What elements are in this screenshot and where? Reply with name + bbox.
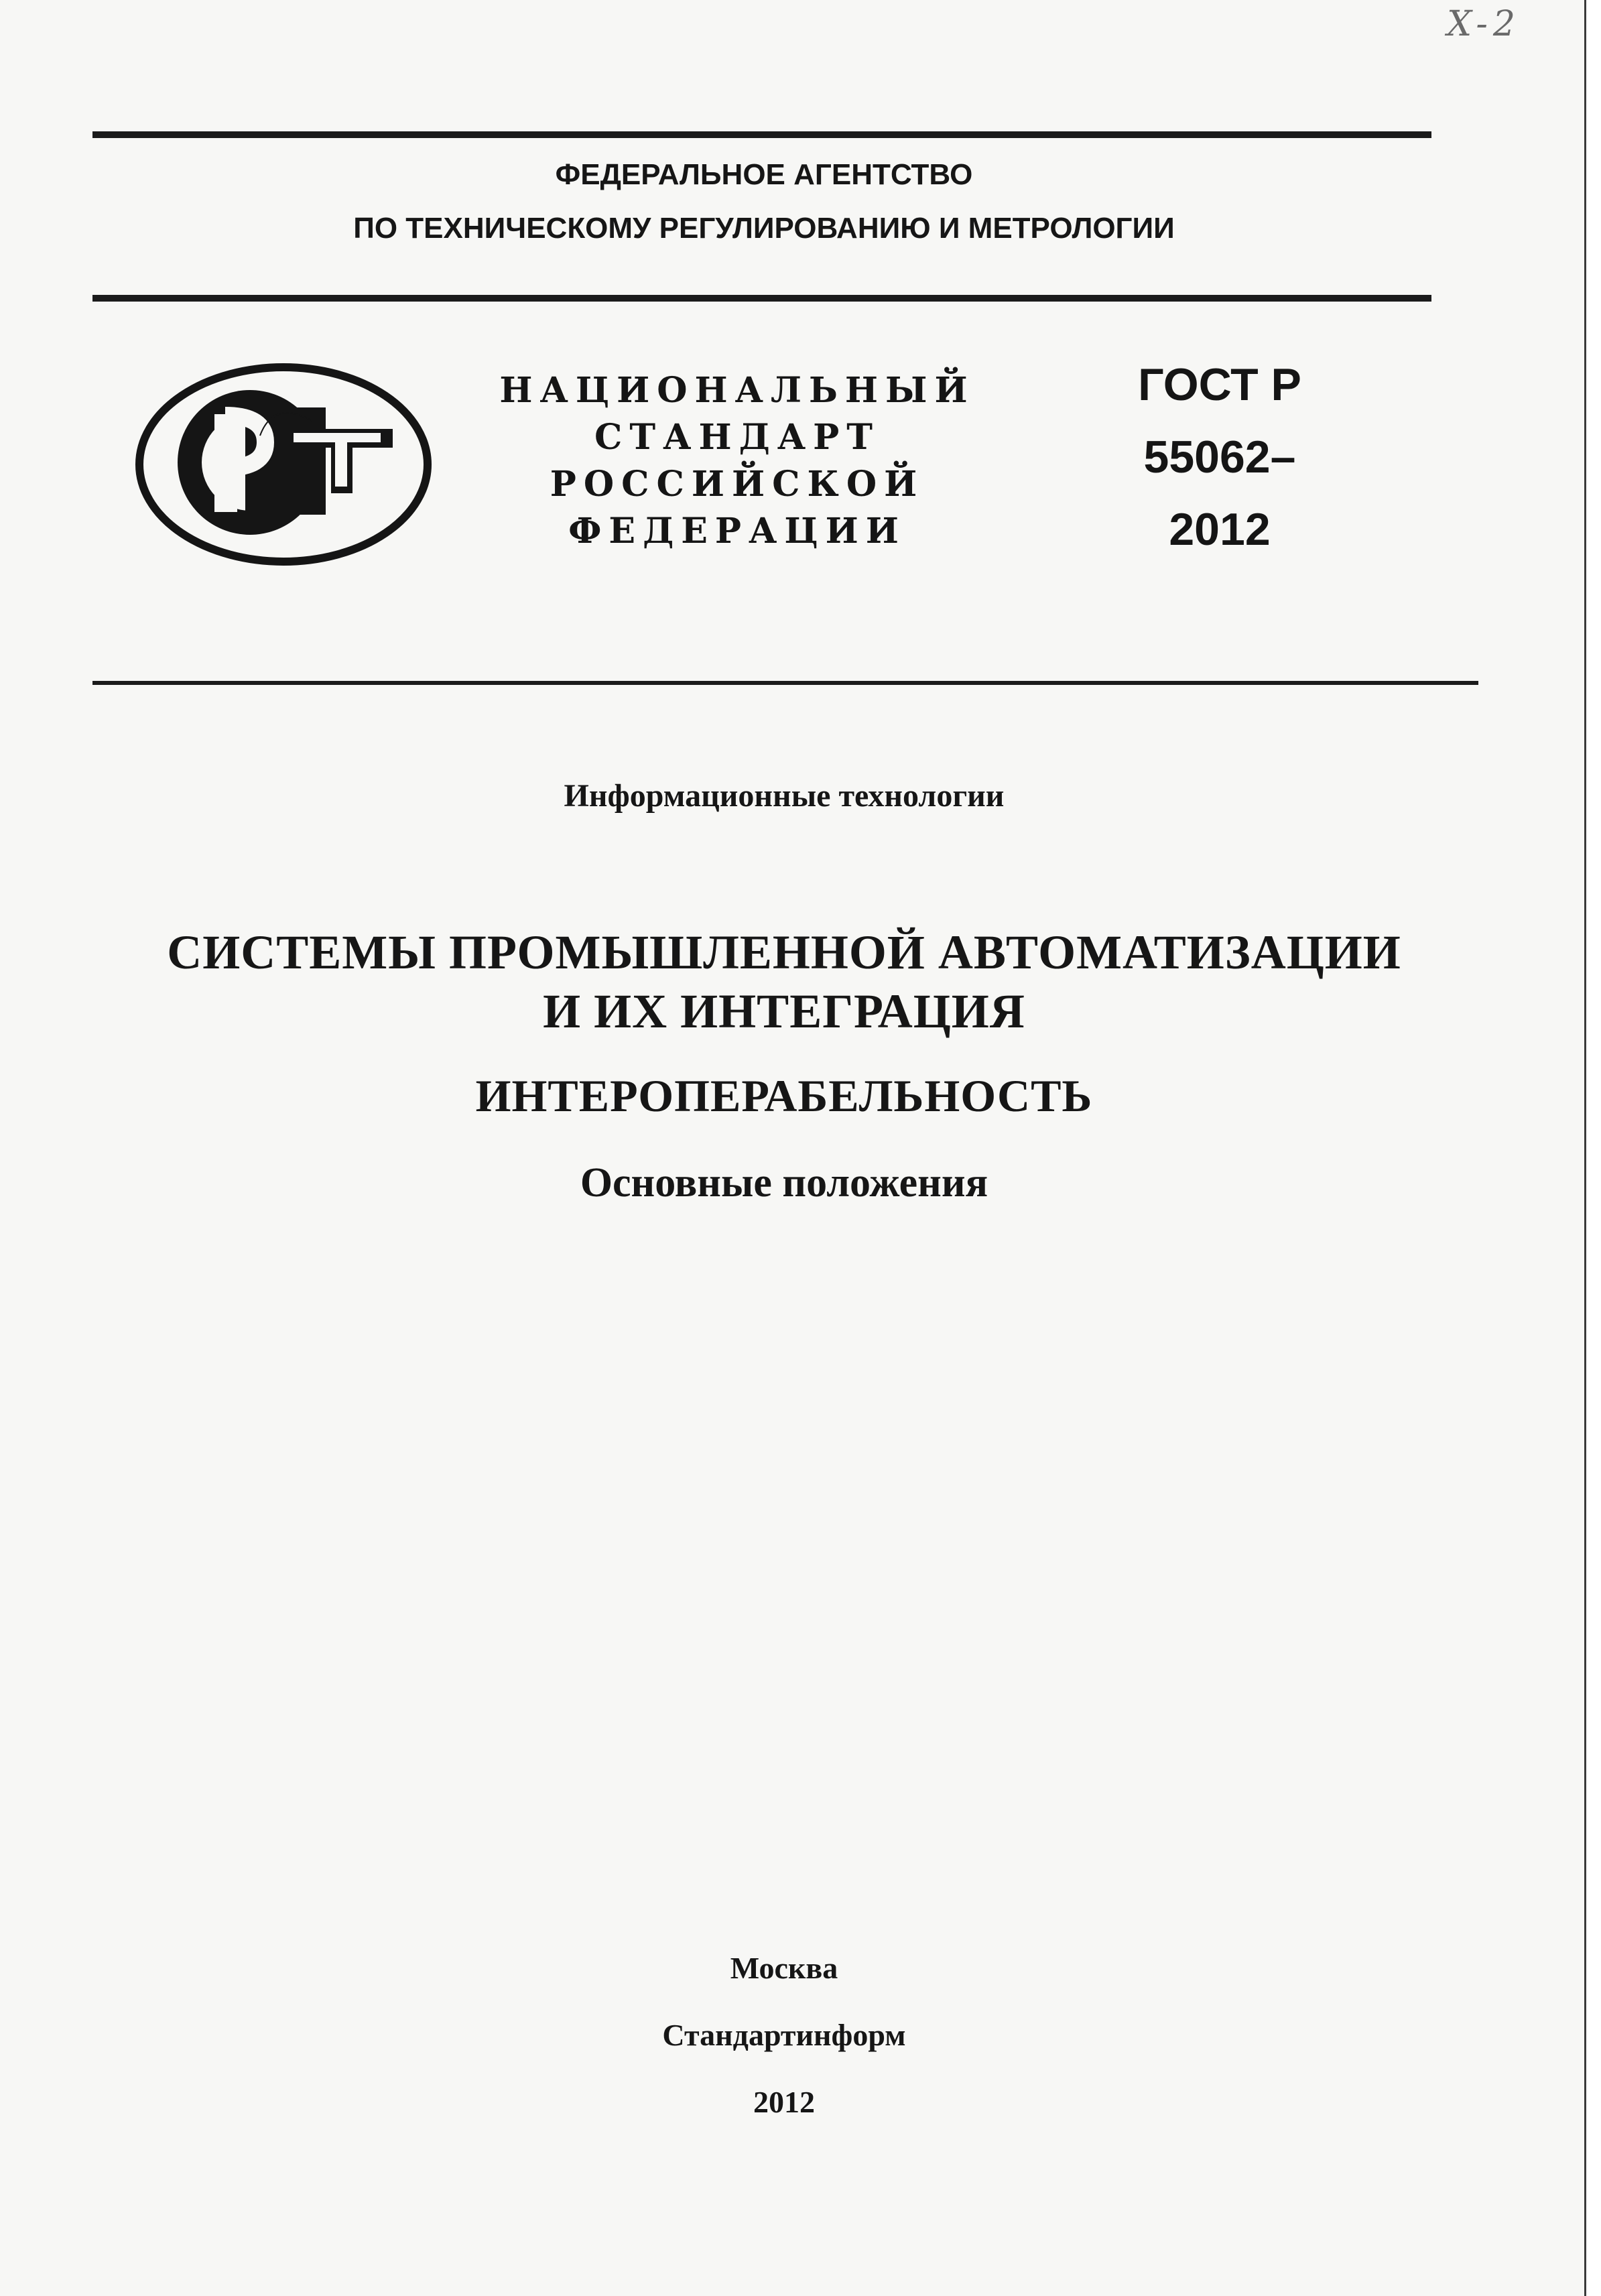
title-line-1: СИСТЕМЫ ПРОМЫШЛЕННОЙ АВТОМАТИЗАЦИИ (167, 926, 1401, 979)
agency-line-2: ПО ТЕХНИЧЕСКОМУ РЕГУЛИРОВАНИЮ И МЕТРОЛОГИИ (353, 212, 1175, 245)
handwritten-mark: X-2 (1447, 4, 1521, 44)
agency-bottom-rule (92, 295, 1431, 302)
standard-type-line-1: НАЦИОНАЛЬНЫЙ (499, 370, 975, 411)
rst-logo-icon (133, 361, 434, 568)
standard-designation (1052, 348, 1387, 566)
standard-type-line-3: РОССИЙСКОЙ (550, 464, 925, 505)
imprint-city: Москва (730, 1951, 838, 1985)
designation-line-3: 2012 (1169, 504, 1271, 555)
standard-type-line-4: ФЕДЕРАЦИИ (568, 511, 906, 552)
series-title: Информационные технологии (564, 778, 1005, 814)
header-bottom-rule (92, 681, 1478, 685)
designation-line-1: ГОСТ Р (1138, 359, 1301, 410)
title-line-2: И ИХ ИНТЕГРАЦИЯ (543, 984, 1025, 1038)
designation-line-2: 55062– (1143, 432, 1296, 483)
title-line-3: ИНТЕРОПЕРАБЕЛЬНОСТЬ (475, 1070, 1093, 1121)
standard-type (496, 367, 978, 555)
agency-line-1: ФЕДЕРАЛЬНОЕ АГЕНТСТВО (555, 158, 973, 191)
standard-type-line-2: СТАНДАРТ (594, 417, 880, 458)
subtitle: Основные положения (580, 1160, 988, 1206)
top-rule (92, 131, 1431, 138)
page-edge-margin (1586, 0, 1601, 2296)
imprint-publisher: Стандартинформ (662, 2018, 906, 2052)
imprint-year: 2012 (753, 2085, 815, 2119)
page-edge-line (1584, 0, 1586, 2296)
